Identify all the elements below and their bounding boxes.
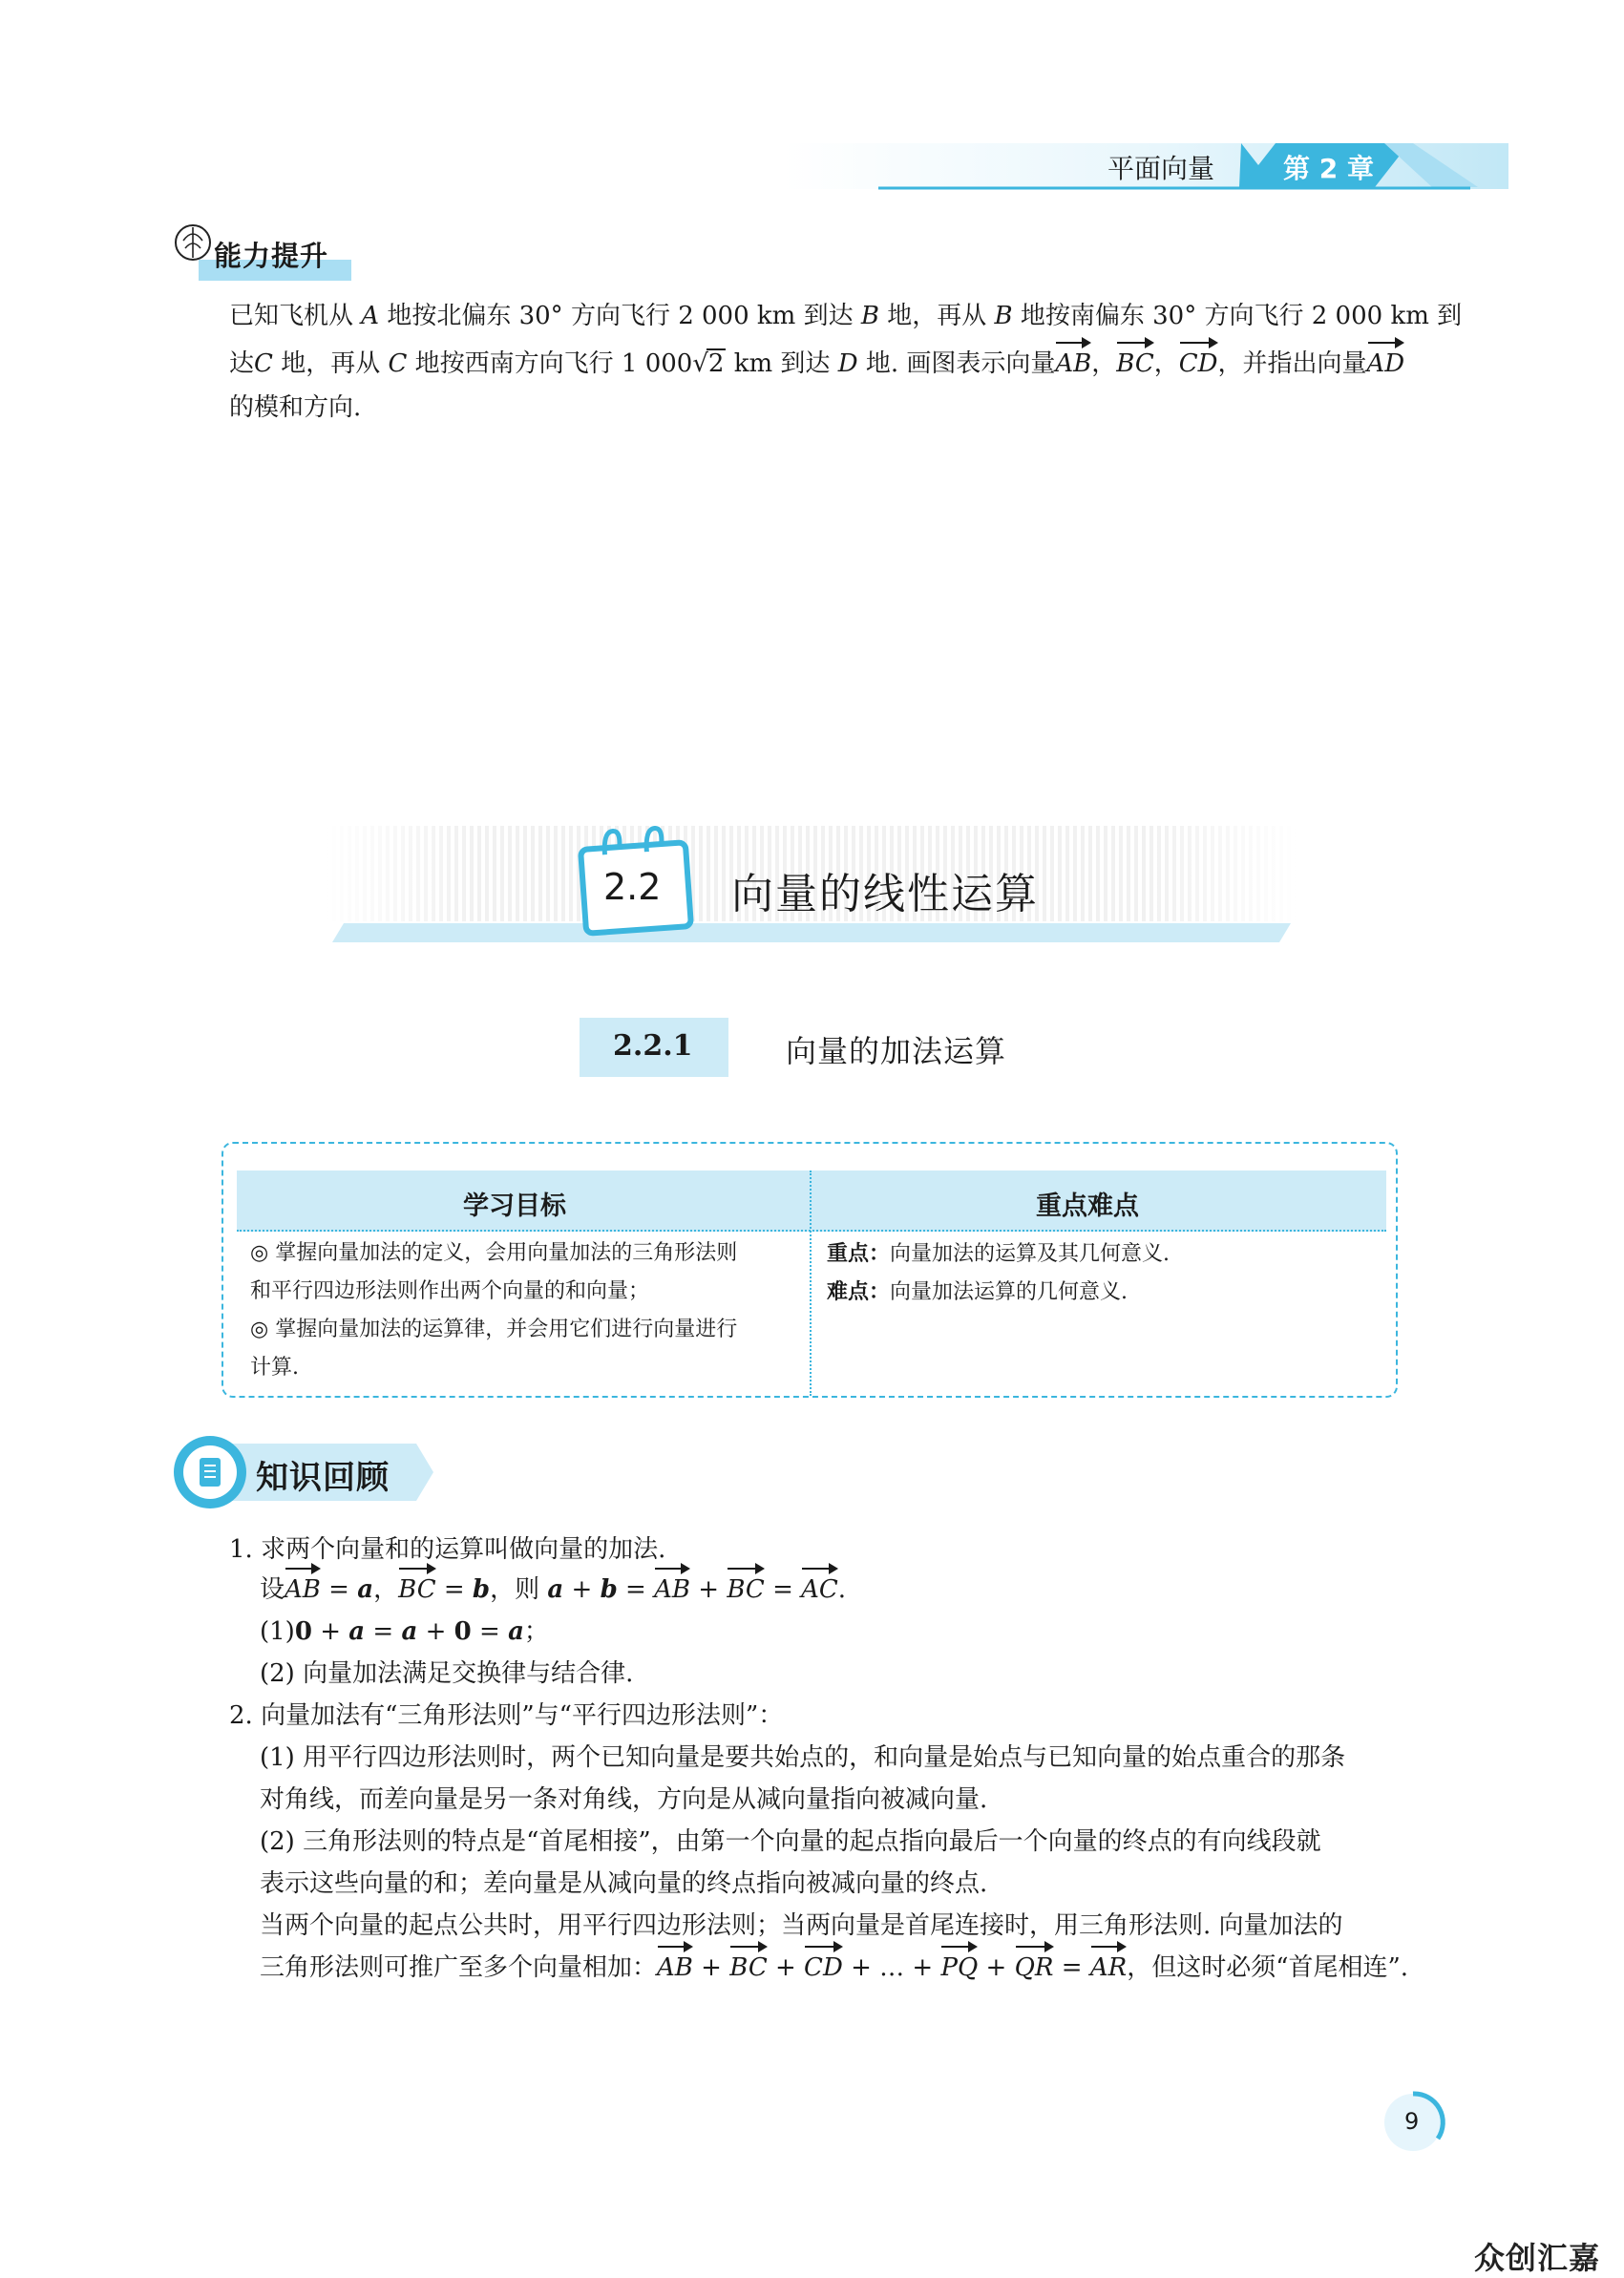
key-point: 重点：向量加法的运算及其几何意义. bbox=[827, 1241, 1171, 1266]
header-banner bbox=[0, 0, 1624, 191]
objectives-header-bg bbox=[237, 1171, 1386, 1232]
subsection-title: 向量的加法运算 bbox=[786, 1033, 1007, 1069]
review-parallelogram-2: 对角线，而差向量是另一条对角线，方向是从减向量指向被减向量. bbox=[260, 1785, 988, 1814]
watermark: 众创汇嘉 bbox=[1474, 2240, 1601, 2276]
page-number: 9 bbox=[1404, 2108, 1420, 2135]
objectives-line: 计算. bbox=[250, 1356, 299, 1380]
review-parallelogram-1: (1) 用平行四边形法则时，两个已知向量是要共始点的，和向量是始点与已知向量的始点重合的那条 bbox=[260, 1743, 1346, 1772]
review-triangle-2: 表示这些向量的和；差向量是从减向量的终点指向被减向量的终点. bbox=[260, 1869, 988, 1898]
objectives-line: 和平行四边形法则作出两个向量的和向量； bbox=[250, 1279, 650, 1303]
objectives-line: ◎ 掌握向量加法的定义，会用向量加法的三角形法则 bbox=[250, 1241, 738, 1265]
objectives-col1-header: 学习目标 bbox=[463, 1192, 566, 1221]
ability-problem-line2: 达C 地，再从 C 地按西南方向飞行 1 000√2 km 到达 D 地. 画图表示向量AB，BC，CD，并指出向量AD bbox=[229, 340, 1404, 388]
header-subject: 平面向量 bbox=[1107, 153, 1215, 184]
review-summary-1: 当两个向量的起点公共时，用平行四边形法则；当两向量是首尾连接时，用三角形法则. 向量加法的 bbox=[260, 1911, 1343, 1940]
review-badge bbox=[170, 1432, 437, 1512]
section-title: 向量的线性运算 bbox=[731, 870, 1039, 918]
difficult-point: 难点：向量加法运算的几何意义. bbox=[827, 1279, 1128, 1304]
header-decoration bbox=[0, 0, 1624, 191]
review-label: 知识回顾 bbox=[256, 1459, 390, 1497]
section-number: 2.2 bbox=[603, 866, 662, 908]
ability-label: 能力提升 bbox=[214, 240, 329, 272]
subsection-number: 2.2.1 bbox=[613, 1029, 693, 1063]
objectives-divider bbox=[810, 1171, 812, 1396]
section-banner bbox=[325, 816, 1298, 950]
review-triangle-1: (2) 三角形法则的特点是“首尾相接”，由第一个向量的起点指向最后一个向量的终点的有向线段就 bbox=[260, 1827, 1321, 1856]
ability-badge bbox=[172, 221, 363, 285]
review-zero-rule: (1)0 + a = a + 0 = a； bbox=[260, 1617, 549, 1646]
review-item1: 1. 求两个向量和的运算叫做向量的加法. bbox=[229, 1535, 666, 1564]
review-item2: 2. 向量加法有“三角形法则”与“平行四边形法则”： bbox=[229, 1701, 784, 1730]
ability-problem-line3: 的模和方向. bbox=[229, 393, 362, 422]
review-definition: 设AB = a，BC = b，则 a + b = AB + BC = AC. bbox=[260, 1566, 846, 1614]
header-chapter: 第 2 章 bbox=[1283, 153, 1374, 184]
objectives-line: ◎ 掌握向量加法的运算律，并会用它们进行向量进行 bbox=[250, 1318, 738, 1341]
review-laws: (2) 向量加法满足交换律与结合律. bbox=[260, 1659, 634, 1688]
ability-problem-line1: 已知飞机从 A 地按北偏东 30° 方向飞行 2 000 km 到达 B 地，再从 B 地按南偏东 30° 方向飞行 2 000 km 到 bbox=[229, 302, 1463, 330]
review-summary-2: 三角形法则可推广至多个向量相加：AB + BC + CD + … + PQ + QR = AR，但这时必须“首尾相连”. bbox=[260, 1944, 1408, 1992]
objectives-col2-header: 重点难点 bbox=[1036, 1192, 1139, 1221]
page-number-badge bbox=[1381, 2089, 1447, 2156]
